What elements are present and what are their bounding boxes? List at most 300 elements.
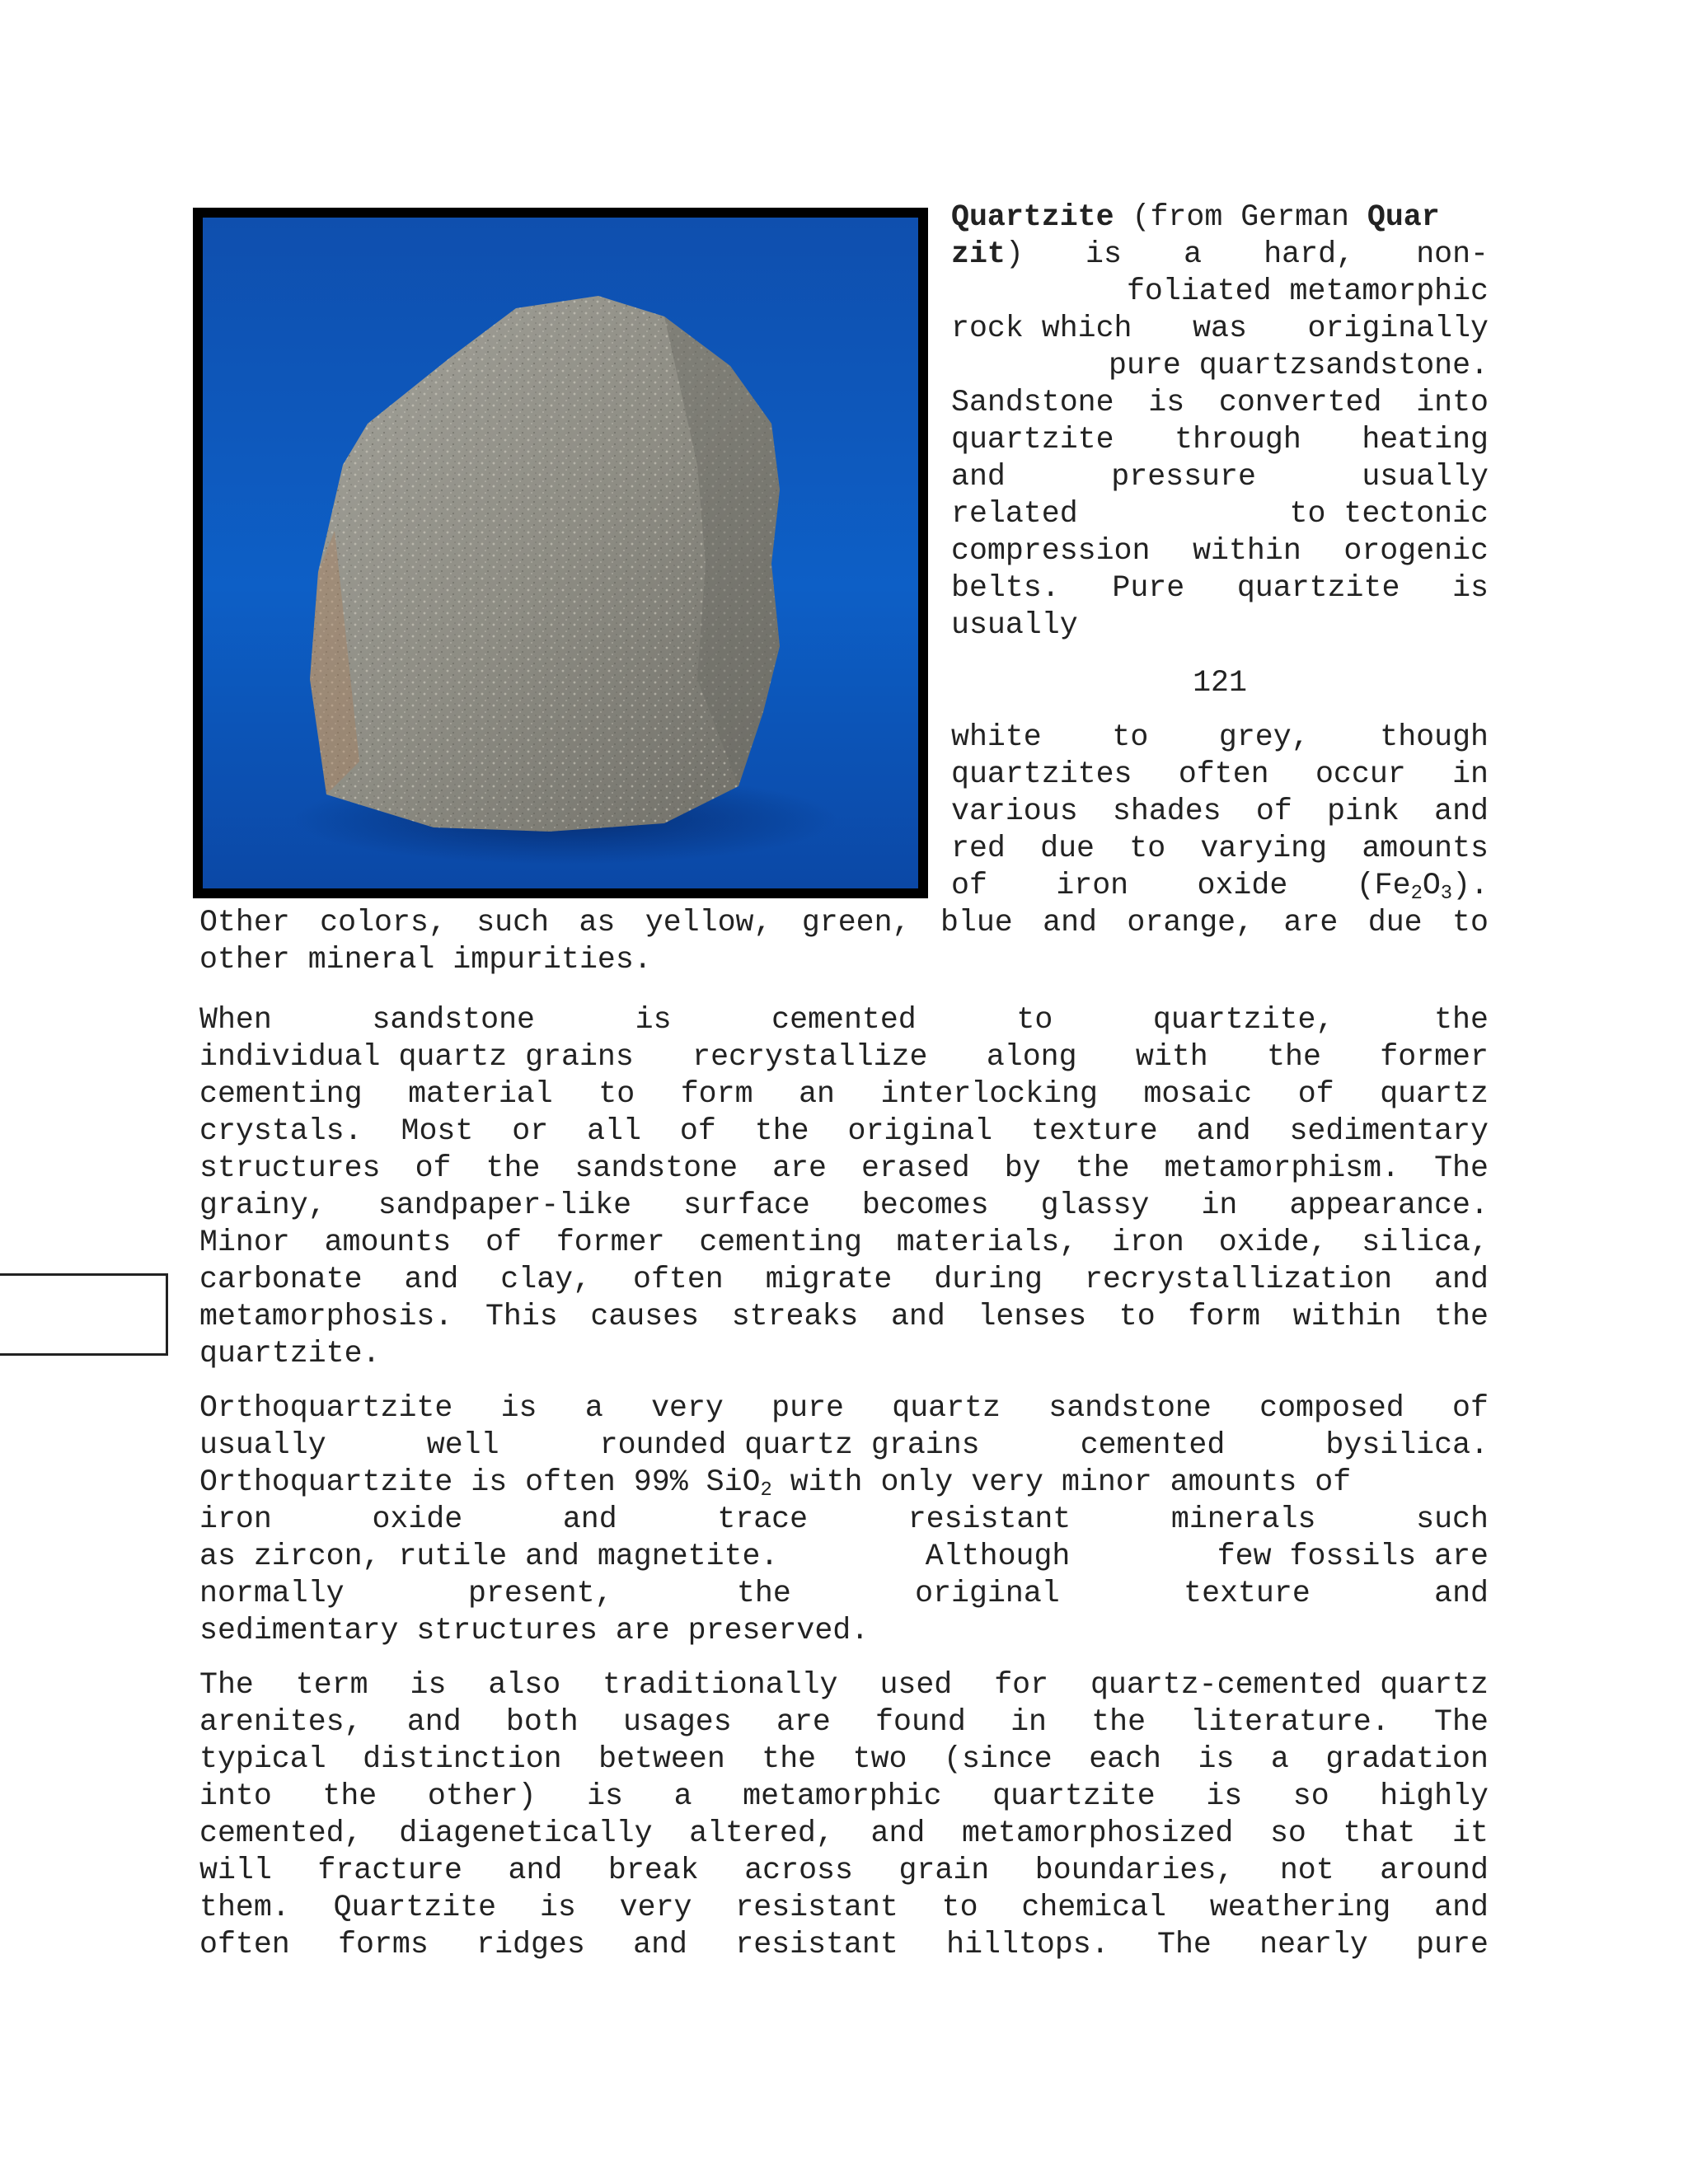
word: that: [1343, 1816, 1416, 1850]
word: the: [1075, 1151, 1130, 1185]
word: originally: [1307, 312, 1489, 345]
word: pure: [771, 1391, 844, 1425]
word: of: [1297, 1077, 1334, 1111]
word: across: [744, 1854, 853, 1887]
word: iron: [1112, 1226, 1184, 1259]
word: grainy,: [199, 1188, 326, 1222]
word: When: [199, 1003, 272, 1037]
text-line: quartzite.: [199, 1337, 381, 1371]
word: quartzite: [951, 423, 1114, 457]
page-number: 121: [1193, 666, 1247, 700]
word: boundaries,: [1034, 1854, 1235, 1887]
word: to: [1118, 1300, 1156, 1333]
word: This: [485, 1300, 558, 1333]
word: all: [587, 1114, 641, 1148]
word: metamorphism.: [1164, 1151, 1400, 1185]
word: rock which: [951, 312, 1132, 345]
text-line: [199, 1852, 1489, 1889]
word: oxide: [372, 1502, 463, 1536]
word: are: [1283, 906, 1339, 940]
word: or: [512, 1114, 549, 1148]
word: (since: [944, 1742, 1053, 1776]
word: other): [427, 1779, 537, 1813]
word-group: [951, 236, 1024, 273]
word: form: [1188, 1300, 1261, 1333]
word: is: [539, 1891, 576, 1924]
word: a: [1184, 237, 1203, 271]
word: as zircon, rutile and magnetite.: [199, 1540, 779, 1573]
word: white: [951, 720, 1042, 754]
word: and: [562, 1502, 617, 1536]
word: ): [1005, 237, 1024, 271]
word: is: [1148, 386, 1185, 419]
word: bysilica.: [1325, 1428, 1489, 1462]
word: resistant: [735, 1891, 898, 1924]
word: through: [1175, 423, 1301, 457]
word: so: [1269, 1816, 1306, 1850]
text-line: [199, 1538, 1489, 1575]
word: literature.: [1190, 1705, 1390, 1739]
word: into: [199, 1779, 272, 1813]
word: and: [1434, 1263, 1489, 1296]
text-line: [199, 1113, 1489, 1150]
word: usually: [1362, 460, 1489, 494]
word: a: [673, 1779, 692, 1813]
word: metamorphosized: [962, 1816, 1234, 1850]
word: diagenetically: [399, 1816, 653, 1850]
word: grain: [898, 1854, 990, 1887]
word: along: [986, 1040, 1077, 1074]
word: the: [1434, 1300, 1489, 1333]
word: arenites,: [199, 1705, 363, 1739]
word: during: [934, 1263, 1043, 1296]
word: materials,: [896, 1226, 1078, 1259]
word: is: [1085, 237, 1122, 271]
word: and: [1434, 1891, 1489, 1924]
word: of: [679, 1114, 716, 1148]
word: and: [633, 1928, 687, 1961]
text-line: pure quartzsandstone.: [1109, 349, 1489, 382]
word: Pure: [1112, 571, 1185, 605]
text-line: [951, 199, 1489, 236]
word: with: [1135, 1040, 1208, 1074]
text-line: sedimentary structures are preserved.: [199, 1614, 870, 1647]
word: iron: [1056, 869, 1129, 902]
text-line: [199, 1741, 1489, 1778]
text-line: [199, 1187, 1489, 1224]
word: and: [951, 460, 1006, 494]
word: a: [584, 1391, 603, 1425]
word: quartzites: [951, 757, 1132, 791]
word: streaks: [731, 1300, 859, 1333]
word: silica,: [1362, 1226, 1489, 1259]
word: gradation: [1325, 1742, 1489, 1776]
text-line: [199, 1076, 1489, 1113]
text-line: [199, 1778, 1489, 1815]
word: the: [1434, 1003, 1489, 1037]
origin-word-bold: Quar: [1367, 200, 1440, 234]
word: lenses: [978, 1300, 1087, 1333]
word: to: [941, 1891, 978, 1924]
text-line: [951, 793, 1489, 830]
subscript: 2: [760, 1479, 772, 1502]
word: very: [619, 1891, 692, 1924]
origin-word-bold: zit: [951, 237, 1006, 271]
word: of: [415, 1151, 452, 1185]
text-line: [199, 904, 1489, 941]
subscript: 2: [1410, 883, 1423, 905]
word: into: [1416, 386, 1489, 419]
text-line: [951, 867, 1489, 904]
word: are: [772, 1151, 827, 1185]
word: the: [762, 1742, 817, 1776]
subscript: 3: [1440, 883, 1453, 905]
word: original: [915, 1577, 1060, 1610]
word: texture: [1184, 1577, 1311, 1610]
text-line: [199, 1575, 1489, 1612]
word: is: [1452, 571, 1489, 605]
word: iron: [199, 1502, 272, 1536]
word: present,: [467, 1577, 613, 1610]
word: and: [404, 1263, 459, 1296]
word: of: [485, 1226, 522, 1259]
word: green,: [801, 906, 911, 940]
word: to: [1112, 720, 1149, 754]
word: distinction: [363, 1742, 562, 1776]
formula-part: ).: [1452, 869, 1489, 902]
word: orogenic: [1343, 534, 1489, 568]
word: often: [199, 1928, 290, 1961]
word: grey,: [1218, 720, 1310, 754]
word: very: [651, 1391, 724, 1425]
word: cemented: [771, 1003, 917, 1037]
word: used: [879, 1668, 953, 1702]
word: original: [847, 1114, 993, 1148]
word: such: [1416, 1502, 1489, 1536]
word: the: [736, 1577, 791, 1610]
word: mosaic: [1143, 1077, 1253, 1111]
word: traditionally: [603, 1668, 838, 1702]
word: structures: [199, 1151, 381, 1185]
word: yellow,: [645, 906, 772, 940]
word: various: [951, 794, 1078, 828]
text-line: [199, 1038, 1489, 1076]
word: cementing: [699, 1226, 862, 1259]
word: not: [1279, 1854, 1334, 1887]
word: and: [406, 1705, 462, 1739]
word: ridges: [476, 1928, 585, 1961]
word: is: [1206, 1779, 1243, 1813]
text-run: with only very minor amounts of: [771, 1465, 1352, 1499]
word: and: [1434, 794, 1489, 828]
word: cementing: [199, 1077, 363, 1111]
text-line: [199, 1298, 1489, 1335]
word: converted: [1218, 386, 1382, 419]
word: pink: [1327, 794, 1400, 828]
text-line: usually: [951, 608, 1078, 642]
word: individual quartz grains: [199, 1040, 634, 1074]
word: causes: [590, 1300, 700, 1333]
word: resistant: [907, 1502, 1071, 1536]
word: sandpaper-like: [377, 1188, 632, 1222]
word: often: [1178, 757, 1269, 791]
word: and: [1043, 906, 1098, 940]
word: the: [485, 1151, 541, 1185]
word: quartz: [892, 1391, 1001, 1425]
word: term: [295, 1668, 368, 1702]
word: quartzite: [1236, 571, 1400, 605]
word: carbonate: [199, 1263, 363, 1296]
word: usages: [622, 1705, 732, 1739]
margin-box: [0, 1273, 168, 1356]
text-line: [199, 1390, 1489, 1427]
text-line: [951, 236, 1489, 273]
word: becomes: [861, 1188, 989, 1222]
word: each: [1089, 1742, 1162, 1776]
word: the: [754, 1114, 809, 1148]
word: to: [1016, 1003, 1053, 1037]
word: The: [199, 1668, 254, 1702]
text-line: [199, 1150, 1489, 1187]
text-line: [951, 569, 1489, 607]
word: also: [488, 1668, 561, 1702]
word: altered,: [689, 1816, 834, 1850]
word: Minor: [199, 1226, 290, 1259]
word: quartz-cemented quartz: [1090, 1668, 1489, 1702]
word: oxide: [1197, 869, 1288, 902]
word: due: [1040, 832, 1095, 865]
word: pure: [1416, 1928, 1489, 1961]
quartzite-rock-photo: [203, 218, 918, 888]
word: crystals.: [199, 1114, 363, 1148]
word: texture: [1031, 1114, 1158, 1148]
word: is: [1198, 1742, 1235, 1776]
word: are: [776, 1705, 831, 1739]
word: varying: [1200, 832, 1328, 865]
text-line: [951, 384, 1489, 421]
word: The: [1434, 1705, 1489, 1739]
word: trace: [717, 1502, 809, 1536]
formula-part: O: [1422, 869, 1441, 902]
word: recrystallize: [692, 1040, 928, 1074]
word: within: [1292, 1300, 1402, 1333]
word: a: [1270, 1742, 1289, 1776]
word: material: [408, 1077, 553, 1111]
word: nearly: [1259, 1928, 1368, 1961]
text-line: [199, 1001, 1489, 1038]
word: chemical: [1021, 1891, 1166, 1924]
word: of: [1255, 794, 1292, 828]
word: cemented: [1080, 1428, 1226, 1462]
word: Other: [199, 906, 290, 940]
word: them.: [199, 1891, 290, 1924]
word: for: [994, 1668, 1049, 1702]
text-line: [199, 1427, 1489, 1464]
word: and: [1196, 1114, 1251, 1148]
word: clay,: [500, 1263, 592, 1296]
text-line: [199, 1815, 1489, 1852]
word: the: [1091, 1705, 1146, 1739]
word: around: [1380, 1854, 1489, 1887]
word: colors,: [320, 906, 447, 940]
text-line: [951, 310, 1489, 347]
word: belts.: [951, 571, 1060, 605]
word: will: [199, 1854, 272, 1887]
word: metamorphic: [743, 1779, 942, 1813]
word: erased: [861, 1151, 970, 1185]
word: an: [799, 1077, 835, 1111]
word: is: [410, 1668, 447, 1702]
word: sedimentary: [1289, 1114, 1489, 1148]
word: migrate: [765, 1263, 893, 1296]
word: orange,: [1127, 906, 1254, 940]
text-line: [951, 495, 1489, 532]
word: occur: [1315, 757, 1406, 791]
word: interlocking: [880, 1077, 1098, 1111]
word: well: [426, 1428, 499, 1462]
text-line: [199, 1224, 1489, 1261]
word: oxide,: [1218, 1226, 1328, 1259]
word: so: [1292, 1779, 1329, 1813]
word: usually: [199, 1428, 326, 1462]
word: pressure: [1111, 460, 1256, 494]
word: the: [1267, 1040, 1321, 1074]
word: shades: [1112, 794, 1221, 828]
text-line: [199, 1704, 1489, 1741]
word: metamorphosis.: [199, 1300, 453, 1333]
word: sandstone: [1048, 1391, 1212, 1425]
word: former: [1380, 1040, 1489, 1074]
term-bold: Quartzite: [951, 200, 1114, 234]
text-line: [951, 830, 1489, 867]
word: of: [1452, 1391, 1489, 1425]
word: minerals: [1170, 1502, 1316, 1536]
word: red: [951, 832, 1006, 865]
formula-part: (Fe: [1356, 869, 1411, 902]
word: Orthoquartzite: [199, 1391, 453, 1425]
word: glassy: [1040, 1188, 1150, 1222]
word: to: [598, 1077, 635, 1111]
word: quartz: [1380, 1077, 1489, 1111]
word: Although: [925, 1540, 1071, 1573]
word: forms: [338, 1928, 429, 1961]
word: weathering: [1209, 1891, 1391, 1924]
word: quartzite,: [1152, 1003, 1334, 1037]
word: and: [1434, 1577, 1489, 1610]
word: hilltops.: [946, 1928, 1109, 1961]
word: compression: [951, 534, 1151, 568]
word: cemented,: [199, 1816, 363, 1850]
word: found: [875, 1705, 966, 1739]
iron-oxide-formula: [1357, 867, 1489, 904]
word: former: [556, 1226, 665, 1259]
word: in: [1452, 757, 1489, 791]
word: hard,: [1264, 237, 1354, 271]
word: it: [1452, 1816, 1489, 1850]
word: and: [890, 1300, 945, 1333]
word: break: [607, 1854, 699, 1887]
text-line: [199, 1501, 1489, 1538]
text-run: Orthoquartzite is often 99% SiO: [199, 1465, 761, 1499]
word: by: [1004, 1151, 1041, 1185]
text-line: [951, 719, 1489, 756]
word: as: [579, 906, 616, 940]
text-line: foliated metamorphic: [1126, 274, 1489, 308]
word: was: [1193, 312, 1247, 345]
word: The: [1157, 1928, 1212, 1961]
text-line: [199, 1464, 1489, 1501]
word: between: [598, 1742, 725, 1776]
word: composed: [1259, 1391, 1404, 1425]
word: form: [680, 1077, 753, 1111]
word: rounded quartz grains: [599, 1428, 980, 1462]
text-line: [199, 1926, 1489, 1963]
word: and: [870, 1816, 926, 1850]
word: fracture: [317, 1854, 462, 1887]
word: The: [1434, 1151, 1489, 1185]
word: is: [587, 1779, 624, 1813]
word: recrystallization: [1084, 1263, 1393, 1296]
word: such: [476, 906, 550, 940]
word: Quartzite: [333, 1891, 497, 1924]
word: often: [633, 1263, 724, 1296]
word: heating: [1362, 423, 1489, 457]
word: within: [1193, 534, 1301, 568]
word: Most: [401, 1114, 474, 1148]
word: surface: [683, 1188, 810, 1222]
origin-text: (from German: [1114, 200, 1367, 234]
word: is: [500, 1391, 537, 1425]
word: and: [508, 1854, 563, 1887]
word: in: [1010, 1705, 1047, 1739]
word: appearance.: [1289, 1188, 1489, 1222]
word: sandstone: [574, 1151, 738, 1185]
text-line: [199, 1889, 1489, 1926]
word: though: [1380, 720, 1489, 754]
word: due: [1367, 906, 1423, 940]
word: amounts: [324, 1226, 452, 1259]
word: related: [951, 497, 1078, 531]
word: normally: [199, 1577, 345, 1610]
word: typical: [199, 1742, 326, 1776]
word: both: [505, 1705, 579, 1739]
word: highly: [1380, 1779, 1489, 1813]
word: the: [322, 1779, 377, 1813]
word: in: [1201, 1188, 1238, 1222]
text-line: [951, 532, 1489, 569]
word: non-: [1416, 237, 1489, 271]
word: of: [951, 869, 987, 902]
word: amounts: [1362, 832, 1489, 865]
word: quartzite: [992, 1779, 1156, 1813]
text-line: [199, 1666, 1489, 1704]
word: sandstone: [372, 1003, 535, 1037]
word: two: [852, 1742, 907, 1776]
text-line: [951, 421, 1489, 458]
word: Sandstone: [951, 386, 1114, 419]
text-line: [199, 1261, 1489, 1298]
text-line: other mineral impurities.: [199, 943, 652, 977]
word: to tectonic: [1289, 497, 1489, 531]
text-line: [951, 458, 1489, 495]
word: to: [1129, 832, 1166, 865]
word: to: [1452, 906, 1489, 940]
word: blue: [940, 906, 1013, 940]
text-line: [951, 756, 1489, 793]
word: is: [635, 1003, 672, 1037]
word: few fossils are: [1217, 1540, 1489, 1573]
quartzite-photo-frame: [193, 208, 928, 898]
